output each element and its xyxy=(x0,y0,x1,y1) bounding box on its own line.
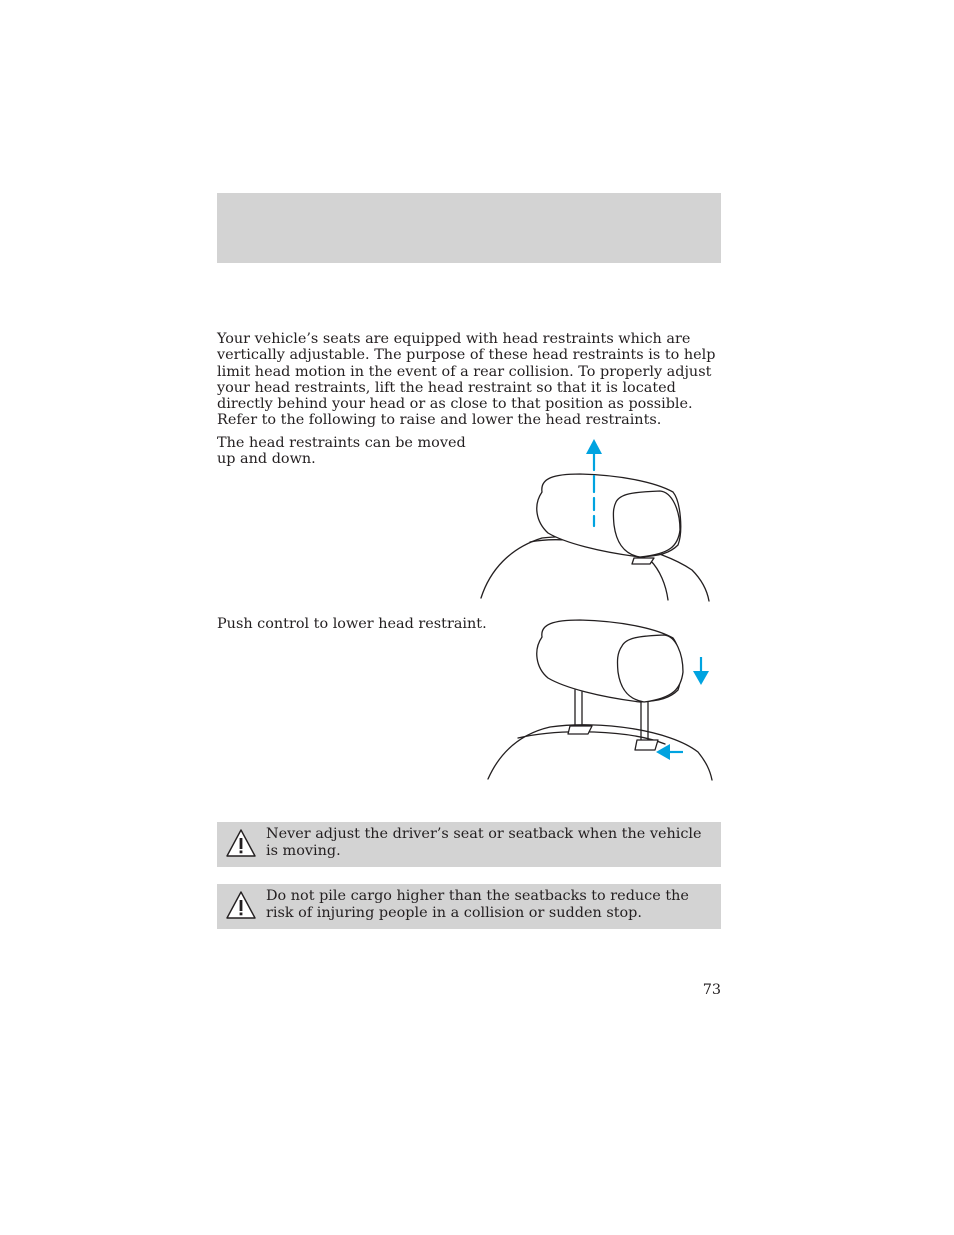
left-arrow-icon xyxy=(656,744,670,760)
warning-triangle-icon xyxy=(225,890,257,920)
warning-text: Never adjust the driver’s seat or seatback when the vehicle is moving. xyxy=(266,826,702,859)
warning-box-cargo xyxy=(217,884,721,929)
caption-push-control: Push control to lower head restraint. xyxy=(217,616,487,632)
up-arrow-icon xyxy=(586,439,602,454)
warning-box-seat-adjust xyxy=(217,822,721,867)
caption-move-up-down: The head restraints can be moved up and down. xyxy=(217,435,466,468)
head-restraint-lower-illustration xyxy=(480,612,720,784)
intro-paragraph: Your vehicle’s seats are equipped with head restraints which are vertically adjustable. The purpose of these head restraints is to help limit head motion in the event of a rear collision. To properly adjust your head restraints, lift the head restraint so that it is located directly behind your head or as close to that position as possible. Refer to the following to raise and lower the head restraints. xyxy=(217,331,716,429)
head-restraint-raise-illustration xyxy=(470,430,720,605)
warning-text: Do not pile cargo higher than the seatbacks to reduce the risk of injuring people in a collision or sudden stop. xyxy=(266,888,689,921)
warning-triangle-icon xyxy=(225,828,257,858)
down-arrow-icon xyxy=(693,671,709,685)
section-header-bar xyxy=(217,193,721,263)
page-number: 73 xyxy=(702,982,721,998)
